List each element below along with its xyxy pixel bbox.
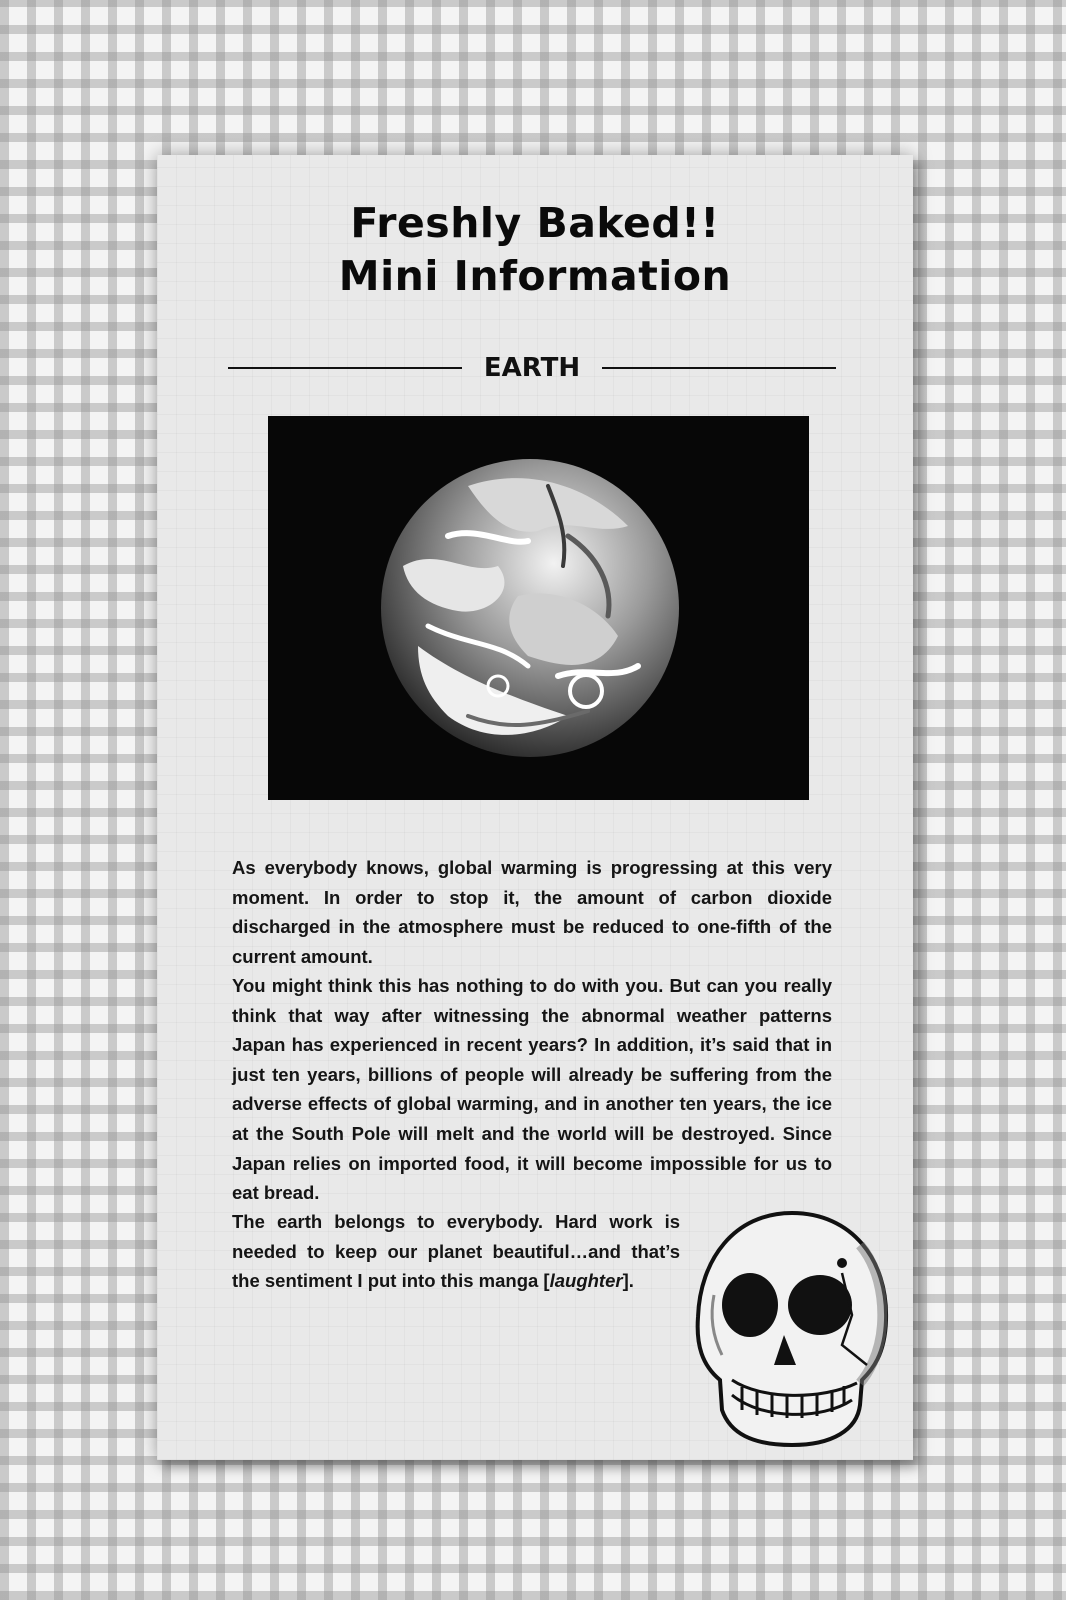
paragraph-2: You might think this has nothing to do with you. But can you really think that way after witnessing the abnormal weather patterns Japan has experienced in recent years? In addition, it’s said that in just ten years, billions of people will already be suffering from the adverse effects of global warming, and in another ten years, the ice at the South Pole will melt and the world will be destroyed. Since Japan relies on imported food, it will become impossible for us to eat bread. — [232, 975, 832, 1204]
heading-rule-right — [602, 367, 836, 369]
skull-icon — [692, 1205, 892, 1450]
section-label: EARTH — [483, 353, 581, 383]
paragraph-3-italic: laughter — [549, 1270, 623, 1292]
paragraph-1: As everybody knows, global warming is progressing at this very moment. In order to stop it, the amount of carbon dioxide discharged in the atmosphere must be reduced to one-fifth of the current amount. — [232, 857, 832, 967]
earth-photo — [268, 416, 809, 800]
title-line-2: Mini Information — [338, 252, 732, 300]
section-heading — [228, 353, 836, 383]
title-line-1: Freshly Baked!! — [350, 199, 720, 247]
paragraph-3 — [232, 1207, 680, 1296]
page-title — [157, 197, 913, 303]
paragraph-3-main: The earth belongs to everybody. Hard work is needed to keep our planet beautiful…and that’s the sentiment I put into this manga [ — [232, 1211, 680, 1292]
info-card — [157, 155, 913, 1460]
paragraph-3-end: ]. — [622, 1270, 634, 1292]
